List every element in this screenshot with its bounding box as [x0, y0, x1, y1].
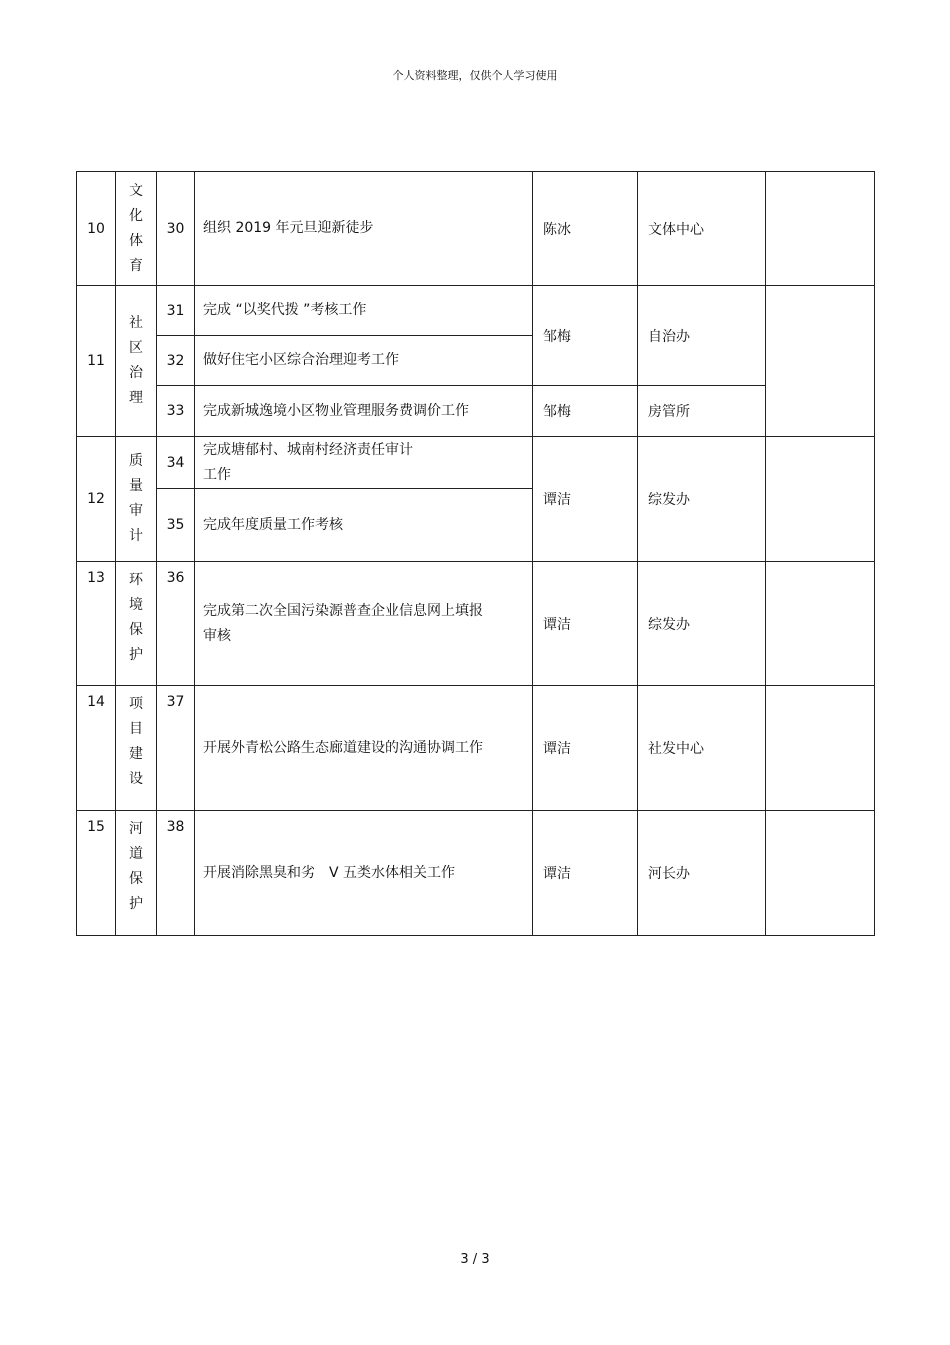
item-task [195, 686, 533, 811]
responsible-person: 陈冰 [533, 172, 638, 286]
item-task: 开展消除黑臭和劣 V 五类水体相关工作 [195, 811, 533, 936]
item-task-text: 开展外青松公路生态廊道建设的沟通协调工作 [203, 739, 483, 756]
row-number: 14 [77, 686, 116, 811]
category-text: 文化体育 [129, 182, 143, 274]
note-cell [766, 686, 875, 811]
table-row [77, 286, 875, 336]
table-row [77, 437, 875, 489]
item-seq: 30 [157, 172, 195, 286]
department: 自治办 [638, 286, 766, 386]
row-number: 13 [77, 562, 116, 686]
department: 房管所 [638, 386, 766, 437]
item-seq: 32 [157, 336, 195, 386]
item-task: 做好住宅小区综合治理迎考工作 [195, 336, 533, 386]
note-cell [766, 562, 875, 686]
category-text: 质量审计 [129, 453, 143, 544]
responsible-person: 邹梅 [533, 286, 638, 386]
table-row [77, 386, 875, 437]
page-header: 个人资料整理，仅供个人学习使用 [392, 69, 558, 82]
note-cell [766, 811, 875, 936]
item-seq: 34 [157, 437, 195, 489]
department: 河长办 [638, 811, 766, 936]
row-number: 10 [77, 172, 116, 286]
note-cell [766, 286, 875, 437]
responsible-person: 邹梅 [533, 386, 638, 437]
item-seq: 37 [157, 686, 195, 811]
category-text: 社区治理 [129, 315, 143, 406]
table-row [77, 562, 875, 686]
responsible-person: 谭洁 [533, 562, 638, 686]
category-cell [116, 811, 157, 936]
item-task: 完成 “以奖代拨 ”考核工作 [195, 286, 533, 336]
task-table [76, 171, 875, 936]
item-seq: 36 [157, 562, 195, 686]
item-task [195, 437, 533, 489]
item-task [195, 562, 533, 686]
category-text: 环境保护 [129, 572, 143, 663]
item-seq: 38 [157, 811, 195, 936]
item-seq: 33 [157, 386, 195, 437]
department: 综发办 [638, 437, 766, 562]
note-cell [766, 437, 875, 562]
department: 文体中心 [638, 172, 766, 286]
responsible-person: 谭洁 [533, 437, 638, 562]
category-cell [116, 286, 157, 437]
item-task: 完成年度质量工作考核 [195, 489, 533, 562]
category-cell [116, 686, 157, 811]
category-cell [116, 562, 157, 686]
responsible-person: 谭洁 [533, 811, 638, 936]
item-task: 完成新城逸境小区物业管理服务费调价工作 [195, 386, 533, 437]
category-cell [116, 437, 157, 562]
item-task-text: 完成塘郁村、城南村经济责任审计工作 [203, 441, 413, 483]
row-number: 12 [77, 437, 116, 562]
row-number: 11 [77, 286, 116, 437]
item-task: 组织 2019 年元旦迎新徒步 [195, 172, 533, 286]
category-text: 河道保护 [129, 821, 143, 912]
page-number: 3 / 3 [460, 1252, 490, 1267]
category-text: 项目建设 [129, 696, 143, 787]
responsible-person: 谭洁 [533, 686, 638, 811]
note-cell [766, 172, 875, 286]
department: 社发中心 [638, 686, 766, 811]
table-row [77, 172, 875, 286]
category-cell [116, 172, 157, 286]
department: 综发办 [638, 562, 766, 686]
item-task-text: 完成第二次全国污染源普查企业信息网上填报审核 [203, 602, 483, 644]
row-number: 15 [77, 811, 116, 936]
table-row [77, 686, 875, 811]
item-seq: 35 [157, 489, 195, 562]
table-row [77, 811, 875, 936]
item-seq: 31 [157, 286, 195, 336]
